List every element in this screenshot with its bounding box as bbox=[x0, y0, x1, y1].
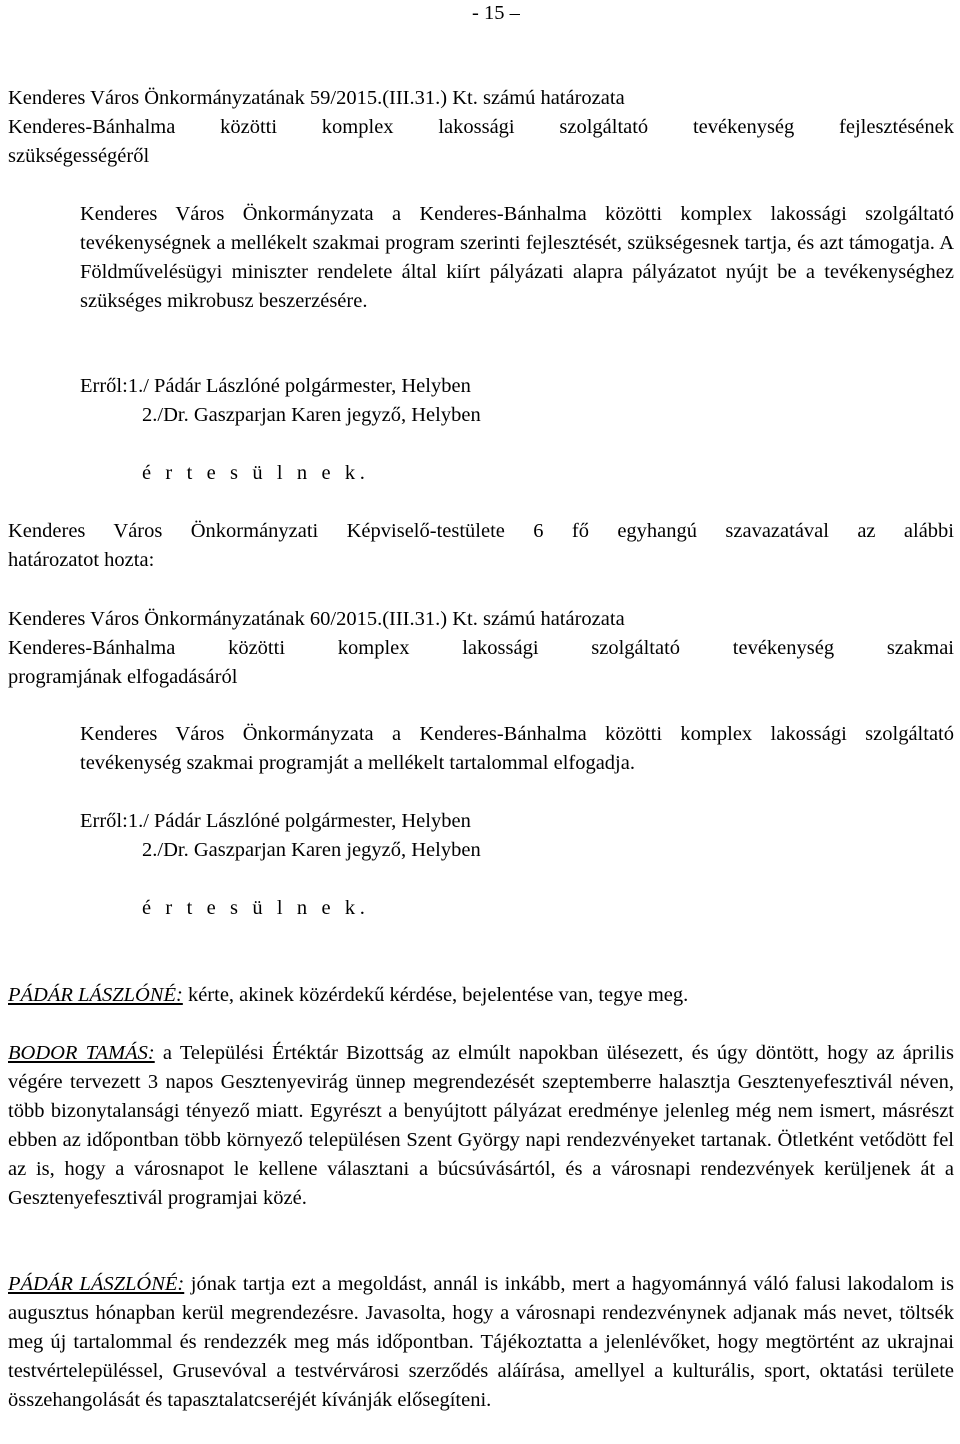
resolution-2-notice-1: Erről:1./ Pádár Lászlóné polgármester, Helyben bbox=[80, 810, 471, 832]
resolution-1-title bbox=[8, 84, 954, 171]
resolution-1-notice-1: Erről:1./ Pádár Lászlóné polgármester, Helyben bbox=[80, 375, 471, 397]
page-number: - 15 – bbox=[472, 2, 520, 24]
speech-text: kérte, akinek közérdekű kérdése, bejelentése van, tegye meg. bbox=[187, 984, 689, 1006]
resolution-1-notified: é r t e s ü l n e k. bbox=[142, 462, 370, 484]
resolution-2-body: Kenderes Város Önkormányzata a Kenderes-Bánhalma közötti komplex lakossági szolgáltató tevékenység szakmai programját a mellékelt tartalommal elfogadja. bbox=[80, 723, 954, 774]
resolution-1-body: Kenderes Város Önkormányzata a Kenderes-Bánhalma közötti komplex lakossági szolgáltató tevékenységnek a mellékelt szakmai program szerinti fejlesztését, szükségesnek tartja, és azt támogatja. A Földművelésügyi miniszter rendelete által kiírt pályázati alapra pályázatot nyújt be a tevékenységhez szükséges mikrobusz beszerzésére. bbox=[80, 203, 954, 312]
speech-text: jónak tartja ezt a megoldást, annál is inkább, mert a hagyománnyá váló falusi lakodalom is augusztus hónapban kerül megrendezésre. Javasolta, hogy a városnapi rendezvénynek adjanak más nevet, töltsék meg új tartalommal és rendezzék meg más időpontban. Tájékoztatta a jelenlévőket, hogy megtörtént az ukrajnai testvértelepüléssel, Grusevóval a testvérvárosi szerződés aláírása, amellyel a kulturális, sport, oktatási területe összehangolását és tapasztalatcseréjét kívánják elősegíteni. bbox=[8, 1273, 954, 1411]
resolution-2-title-line: programjának elfogadásáról bbox=[8, 666, 238, 688]
minutes-entry-1 bbox=[8, 981, 954, 1010]
resolution-2-title-line: Kenderes-Bánhalma közötti komplex lakossági szolgáltató tevékenység szakmai bbox=[8, 637, 954, 659]
resolution-2-notice-2: 2./Dr. Gaszparjan Karen jegyző, Helyben bbox=[142, 839, 481, 861]
minutes-entry-2 bbox=[8, 1039, 954, 1213]
resolution-1-title-line: Kenderes Város Önkormányzatának 59/2015.(III.31.) Kt. számú határozata bbox=[8, 87, 625, 109]
vote-statement: Kenderes Város Önkormányzati Képviselő-testülete 6 fő egyhangú szavazatával az alábbi határozatot hozta: bbox=[8, 520, 954, 571]
speaker-name: PÁDÁR LÁSZLÓNÉ: bbox=[8, 984, 183, 1006]
resolution-1-title-line: szükségességéről bbox=[8, 145, 150, 167]
resolution-1-title-line: Kenderes-Bánhalma közötti komplex lakossági szolgáltató tevékenység fejlesztésének bbox=[8, 116, 954, 138]
resolution-1-notice-2: 2./Dr. Gaszparjan Karen jegyző, Helyben bbox=[142, 404, 481, 426]
resolution-2-notified: é r t e s ü l n e k. bbox=[142, 897, 370, 919]
speaker-name: BODOR TAMÁS: bbox=[8, 1042, 155, 1064]
speaker-name: PÁDÁR LÁSZLÓNÉ: bbox=[8, 1273, 185, 1295]
resolution-2-title bbox=[8, 605, 954, 692]
minutes-entry-3 bbox=[8, 1270, 954, 1415]
speech-text: a Települési Értéktár Bizottság az elmúlt napokban ülésezett, és úgy döntött, hogy az április végére tervezett 3 napos Gesztenyevirág ünnep megrendezését szeptemberre halasztja Gesztenyefesztivál néven, több bizonytalansági tényező miatt. Egyrészt a benyújtott pályázat eredménye jelenleg még nem ismert, másrészt ebben az időpontban több környező településen Szent György napi rendezvényeket tartanak. Ötletként vetődött fel az is, hogy a városnapot le kellene választani a búcsúvásártól, és a városnapi rendezvények kerüljenek át a Gesztenyefesztivál programjai közé. bbox=[8, 1042, 954, 1209]
resolution-2-title-line: Kenderes Város Önkormányzatának 60/2015.(III.31.) Kt. számú határozata bbox=[8, 608, 625, 630]
